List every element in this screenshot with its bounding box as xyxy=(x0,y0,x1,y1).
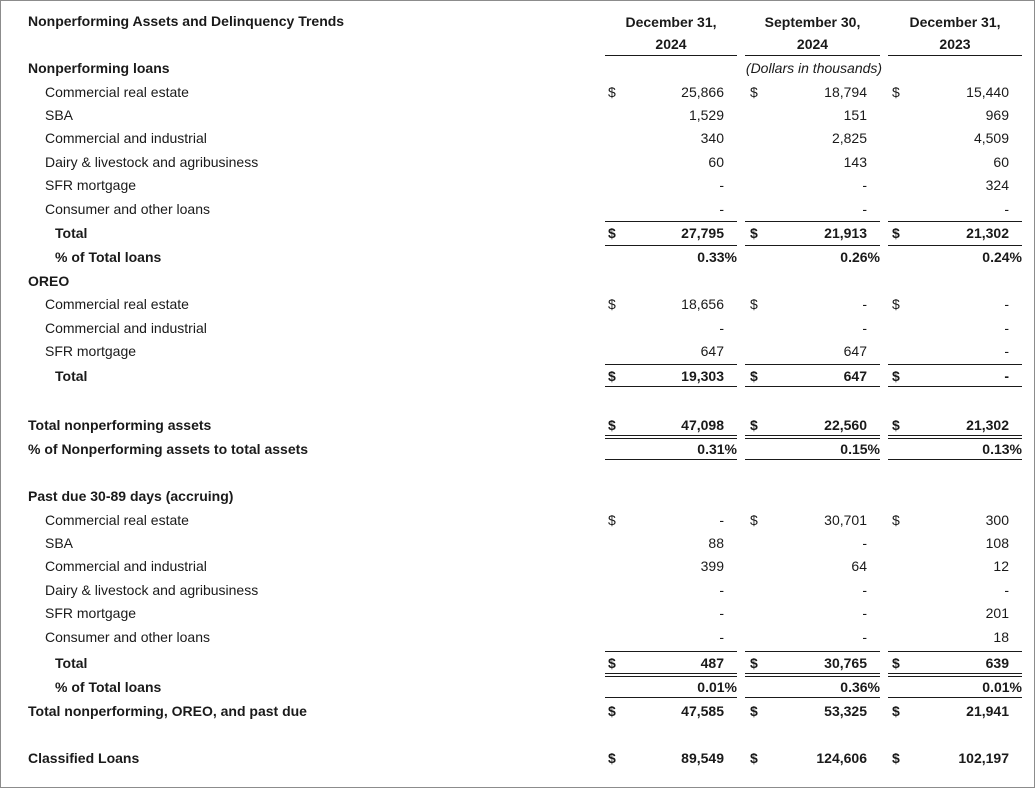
currency-symbol: $ xyxy=(892,225,900,241)
column-header-2-line2: 2024 xyxy=(796,36,829,52)
double-rule xyxy=(888,673,1022,677)
table-cell: - xyxy=(862,177,867,193)
table-cell: - xyxy=(862,629,867,645)
table-cell: 0.01% xyxy=(982,679,1022,695)
row-label: % of Nonperforming assets to total assets xyxy=(28,441,309,457)
currency-symbol: $ xyxy=(892,655,900,671)
single-rule xyxy=(888,697,1022,698)
row-label: Consumer and other loans xyxy=(45,201,210,217)
table-cell: 201 xyxy=(985,605,1009,621)
single-rule xyxy=(605,386,737,387)
table-cell: - xyxy=(1004,201,1009,217)
currency-symbol: $ xyxy=(750,225,758,241)
row-label: % of Total loans xyxy=(55,679,162,695)
table-cell: - xyxy=(719,201,724,217)
single-rule xyxy=(888,459,1022,460)
row-label: SFR mortgage xyxy=(45,343,137,359)
table-cell: 300 xyxy=(985,512,1009,528)
single-rule xyxy=(745,386,880,387)
table-cell: 30,765 xyxy=(824,655,867,671)
double-rule xyxy=(745,673,880,677)
table-cell: 27,795 xyxy=(681,225,724,241)
row-label: Commercial and industrial xyxy=(45,320,207,336)
table-cell: 89,549 xyxy=(681,750,724,766)
column-header-underline xyxy=(605,55,737,56)
double-rule xyxy=(888,435,1022,439)
currency-symbol: $ xyxy=(892,368,900,384)
double-rule xyxy=(605,673,737,677)
table-cell: 647 xyxy=(700,343,724,359)
column-header-1-line2: 2024 xyxy=(655,36,687,52)
table-cell: 21,302 xyxy=(966,417,1009,433)
single-rule xyxy=(605,459,737,460)
table-title: Nonperforming Assets and Delinquency Trends xyxy=(28,13,345,29)
currency-symbol: $ xyxy=(750,750,758,766)
table-cell: 22,560 xyxy=(824,417,867,433)
currency-symbol: $ xyxy=(608,655,616,671)
table-cell: 399 xyxy=(700,558,724,574)
row-label: OREO xyxy=(28,273,70,289)
table-cell: 60 xyxy=(708,154,724,170)
table-cell: 324 xyxy=(985,177,1009,193)
column-header-underline xyxy=(745,55,880,56)
table-cell: 0.24% xyxy=(982,249,1022,265)
table-cell: - xyxy=(719,320,724,336)
table-cell: 340 xyxy=(700,130,724,146)
table-cell: - xyxy=(862,582,867,598)
row-label: Commercial and industrial xyxy=(45,130,207,146)
column-header-3-line1: December 31, xyxy=(909,14,1001,30)
currency-symbol: $ xyxy=(608,296,616,312)
currency-symbol: $ xyxy=(892,296,900,312)
table-cell: - xyxy=(862,605,867,621)
single-rule xyxy=(745,651,880,652)
table-cell: 4,509 xyxy=(973,130,1009,146)
table-cell: - xyxy=(719,512,724,528)
table-cell: - xyxy=(1004,582,1009,598)
currency-symbol: $ xyxy=(608,84,616,100)
row-label: SBA xyxy=(45,107,74,123)
table-cell: - xyxy=(719,629,724,645)
row-label: Nonperforming loans xyxy=(28,60,170,76)
table-cell: 0.36% xyxy=(840,679,880,695)
row-label: Classified Loans xyxy=(28,750,140,766)
table-cell: 18,794 xyxy=(824,84,867,100)
row-label: Total xyxy=(55,655,88,671)
row-label: Total xyxy=(55,225,88,241)
table-cell: - xyxy=(862,296,867,312)
column-header-2-line1: September 30, xyxy=(764,14,861,30)
units-note: (Dollars in thousands) xyxy=(745,60,883,76)
row-label: Consumer and other loans xyxy=(45,629,210,645)
single-rule xyxy=(888,651,1022,652)
table-cell: 18,656 xyxy=(681,296,724,312)
table-cell: 639 xyxy=(985,655,1009,671)
table-cell: - xyxy=(719,605,724,621)
single-rule xyxy=(605,651,737,652)
currency-symbol: $ xyxy=(608,512,616,528)
table-cell: - xyxy=(862,201,867,217)
table-cell: 0.33% xyxy=(697,249,737,265)
column-header-1-line1: December 31, xyxy=(625,14,717,30)
table-cell: 0.26% xyxy=(840,249,880,265)
table-cell: 647 xyxy=(843,368,867,384)
table-cell: 18 xyxy=(993,629,1009,645)
row-label: Dairy & livestock and agribusiness xyxy=(45,154,259,170)
table-cell: 47,585 xyxy=(681,703,724,719)
table-cell: 25,866 xyxy=(681,84,724,100)
single-rule xyxy=(605,221,737,222)
currency-symbol: $ xyxy=(608,417,616,433)
single-rule xyxy=(605,245,737,246)
currency-symbol: $ xyxy=(750,296,758,312)
table-cell: 102,197 xyxy=(958,750,1009,766)
currency-symbol: $ xyxy=(750,368,758,384)
table-cell: - xyxy=(719,582,724,598)
single-rule xyxy=(745,245,880,246)
row-label: Dairy & livestock and agribusiness xyxy=(45,582,259,598)
table-cell: 1,529 xyxy=(688,107,724,123)
currency-symbol: $ xyxy=(608,225,616,241)
single-rule xyxy=(745,364,880,365)
row-label: Commercial real estate xyxy=(45,84,189,100)
double-rule xyxy=(605,435,737,439)
currency-symbol: $ xyxy=(608,703,616,719)
table-cell: 0.31% xyxy=(697,441,737,457)
table-cell: 21,941 xyxy=(966,703,1009,719)
currency-symbol: $ xyxy=(750,703,758,719)
single-rule xyxy=(745,459,880,460)
row-label: SFR mortgage xyxy=(45,605,137,621)
double-rule xyxy=(745,435,880,439)
row-label: Total nonperforming assets xyxy=(28,417,212,433)
table-cell: 647 xyxy=(843,343,867,359)
table-cell: 151 xyxy=(843,107,867,123)
single-rule xyxy=(888,364,1022,365)
row-label: Commercial and industrial xyxy=(45,558,207,574)
table-cell: 124,606 xyxy=(816,750,867,766)
table-cell: 2,825 xyxy=(831,130,867,146)
table-cell: - xyxy=(719,177,724,193)
table-cell: 487 xyxy=(700,655,724,671)
table-cell: 0.15% xyxy=(840,441,880,457)
single-rule xyxy=(888,221,1022,222)
column-header-underline xyxy=(888,55,1022,56)
table-cell: 21,913 xyxy=(824,225,867,241)
table-cell: 969 xyxy=(985,107,1009,123)
column-header-3-line2: 2023 xyxy=(939,36,971,52)
single-rule xyxy=(888,245,1022,246)
row-label: Total xyxy=(55,368,88,384)
table-cell: 15,440 xyxy=(966,84,1009,100)
table-cell: 30,701 xyxy=(824,512,867,528)
table-cell: 64 xyxy=(851,558,867,574)
single-rule xyxy=(745,221,880,222)
table-cell: - xyxy=(1004,343,1009,359)
currency-symbol: $ xyxy=(892,512,900,528)
table-cell: - xyxy=(862,535,867,551)
table-cell: - xyxy=(1004,296,1009,312)
currency-symbol: $ xyxy=(608,750,616,766)
table-cell: 60 xyxy=(993,154,1009,170)
row-label: Commercial real estate xyxy=(45,296,189,312)
single-rule xyxy=(605,697,737,698)
currency-symbol: $ xyxy=(892,84,900,100)
single-rule xyxy=(745,697,880,698)
table-cell: 0.01% xyxy=(697,679,737,695)
table-cell: 47,098 xyxy=(681,417,724,433)
currency-symbol: $ xyxy=(892,417,900,433)
currency-symbol: $ xyxy=(750,84,758,100)
table-cell: 19,303 xyxy=(681,368,724,384)
row-label: Commercial real estate xyxy=(45,512,189,528)
currency-symbol: $ xyxy=(608,368,616,384)
row-label: SBA xyxy=(45,535,74,551)
table-cell: 12 xyxy=(993,558,1009,574)
table-cell: 108 xyxy=(985,535,1009,551)
row-label: SFR mortgage xyxy=(45,177,137,193)
row-label: Past due 30-89 days (accruing) xyxy=(28,488,234,504)
table-cell: 143 xyxy=(843,154,867,170)
table-cell: 53,325 xyxy=(824,703,867,719)
table-cell: - xyxy=(862,320,867,336)
currency-symbol: $ xyxy=(750,512,758,528)
currency-symbol: $ xyxy=(892,703,900,719)
table-cell: 21,302 xyxy=(966,225,1009,241)
table-cell: 88 xyxy=(708,535,724,551)
table-cell: - xyxy=(1004,368,1009,384)
currency-symbol: $ xyxy=(750,417,758,433)
currency-symbol: $ xyxy=(892,750,900,766)
table-cell: 0.13% xyxy=(982,441,1022,457)
single-rule xyxy=(605,364,737,365)
row-label: Total nonperforming, OREO, and past due xyxy=(28,703,307,719)
table-cell: - xyxy=(1004,320,1009,336)
currency-symbol: $ xyxy=(750,655,758,671)
row-label: % of Total loans xyxy=(55,249,162,265)
single-rule xyxy=(888,386,1022,387)
